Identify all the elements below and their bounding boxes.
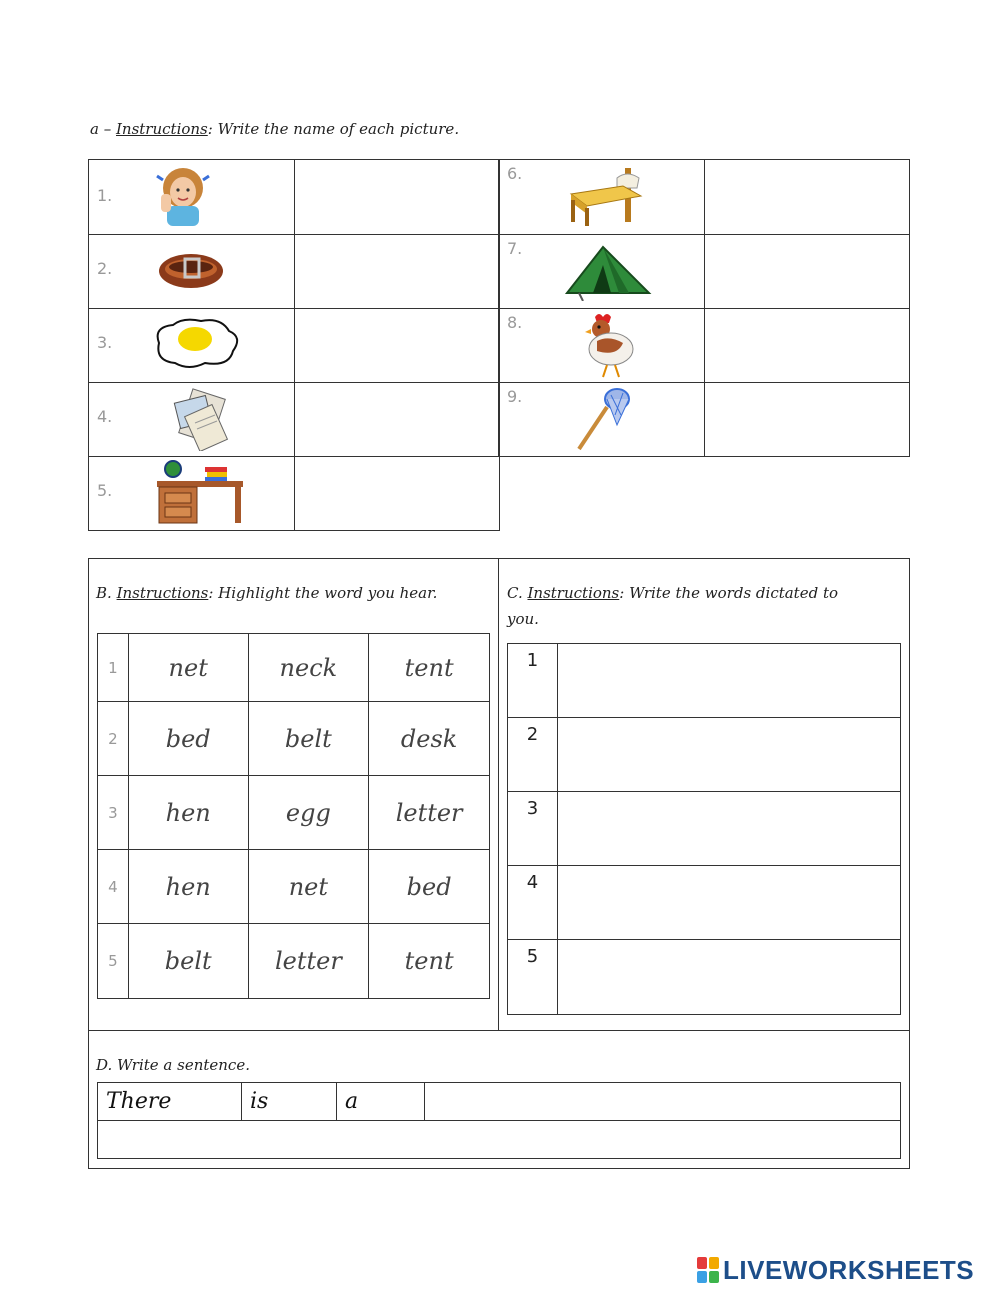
answer-cell-5[interactable] (295, 457, 500, 531)
answer-cell-1[interactable] (295, 160, 500, 235)
answer-cell-8[interactable] (705, 309, 910, 383)
answer-cell-6[interactable] (705, 160, 910, 235)
section-b-heading (96, 584, 437, 602)
section-b-prefix: B. (96, 584, 112, 602)
item-number: 9. (507, 387, 523, 406)
dictation-answer-cell[interactable] (558, 644, 901, 718)
picture-cell-8 (499, 309, 704, 382)
girl-icon (147, 164, 219, 226)
word-option[interactable]: letter (248, 924, 369, 999)
word-option[interactable]: belt (248, 702, 369, 776)
word-option[interactable]: letter (369, 776, 490, 850)
word-option[interactable]: tent (369, 634, 490, 702)
word-option[interactable]: bed (369, 850, 490, 924)
item-number: 4. (97, 407, 113, 426)
d-divider (88, 1030, 910, 1031)
section-c-instructions-label: Instructions (527, 584, 620, 602)
table-row (98, 924, 490, 999)
item-number: 2. (97, 259, 113, 278)
section-a-heading (90, 120, 459, 138)
word-option[interactable]: net (128, 634, 248, 702)
section-a-prefix: a – (90, 120, 112, 138)
section-d-heading: D. Write a sentence. (96, 1056, 250, 1074)
word-option[interactable]: egg (248, 776, 369, 850)
row-number: 3 (98, 776, 129, 850)
belt-icon (157, 249, 225, 293)
item-number: 8. (507, 313, 523, 332)
word-option[interactable]: hen (128, 776, 248, 850)
dictation-answer-cell[interactable] (558, 792, 901, 866)
item-number: 3. (97, 333, 113, 352)
egg-icon (149, 315, 243, 371)
table-row (98, 1121, 901, 1159)
row-number: 5 (508, 940, 558, 1015)
picture-cell-3 (89, 309, 294, 382)
liveworksheets-logo (697, 1256, 974, 1284)
row-number: 2 (98, 702, 129, 776)
table-row (508, 866, 901, 940)
row-number: 4 (98, 850, 129, 924)
sentence-word: There (98, 1083, 242, 1121)
answer-cell-9[interactable] (705, 383, 910, 457)
word-option[interactable]: neck (248, 634, 369, 702)
table-row (508, 718, 901, 792)
section-c-heading-line2: you. (507, 610, 539, 628)
section-b-table (97, 633, 490, 999)
section-c-heading (507, 584, 838, 602)
section-a-left-table (88, 159, 500, 531)
row-number: 1 (98, 634, 129, 702)
sentence-word: a (337, 1083, 425, 1121)
table-row (508, 792, 901, 866)
picture-cell-6 (499, 160, 704, 234)
row-number: 2 (508, 718, 558, 792)
desk-icon (155, 459, 247, 525)
section-b-instructions-text: : Highlight the word you hear. (208, 584, 438, 602)
sentence-line-cell[interactable] (98, 1121, 901, 1159)
picture-cell-7 (499, 235, 704, 308)
table-row (98, 702, 490, 776)
answer-cell-4[interactable] (295, 383, 500, 457)
word-option[interactable]: net (248, 850, 369, 924)
hen-icon (581, 311, 637, 381)
answer-cell-3[interactable] (295, 309, 500, 383)
table-row (98, 1083, 901, 1121)
table-row (98, 776, 490, 850)
table-row (508, 644, 901, 718)
word-option[interactable]: bed (128, 702, 248, 776)
tent-icon (563, 241, 653, 301)
row-number: 5 (98, 924, 129, 999)
picture-cell-1 (89, 160, 294, 234)
logo-mark-icon (697, 1257, 719, 1283)
dictation-answer-cell[interactable] (558, 866, 901, 940)
section-c-prefix: C. (507, 584, 523, 602)
word-option[interactable]: belt (128, 924, 248, 999)
dictation-answer-cell[interactable] (558, 940, 901, 1015)
row-number: 1 (508, 644, 558, 718)
item-number: 7. (507, 239, 523, 258)
logo-text: LIVEWORKSHEETS (723, 1254, 975, 1285)
section-a-instructions-label: Instructions (116, 120, 208, 138)
row-number: 3 (508, 792, 558, 866)
letters-icon (171, 385, 229, 451)
section-a-right-table (498, 159, 910, 457)
table-row (508, 940, 901, 1015)
item-number: 6. (507, 164, 523, 183)
word-option[interactable]: tent (369, 924, 490, 999)
bed-icon (565, 164, 647, 226)
bc-divider (498, 558, 499, 1031)
section-d-table (97, 1082, 901, 1159)
table-row (98, 634, 490, 702)
picture-cell-2 (89, 235, 294, 308)
section-c-table (507, 643, 901, 1015)
picture-cell-4 (89, 383, 294, 456)
item-number: 1. (97, 186, 113, 205)
section-c-instructions-text: : Write the words dictated to (619, 584, 839, 602)
item-number: 5. (97, 481, 113, 500)
table-row (98, 850, 490, 924)
word-option[interactable]: desk (369, 702, 490, 776)
net-icon (575, 385, 633, 453)
picture-cell-5 (89, 457, 294, 530)
sentence-completion-cell[interactable] (425, 1083, 901, 1121)
section-b-instructions-label: Instructions (116, 584, 209, 602)
section-a-instructions-text: : Write the name of each picture. (207, 120, 460, 138)
sentence-word: is (242, 1083, 337, 1121)
row-number: 4 (508, 866, 558, 940)
dictation-answer-cell[interactable] (558, 718, 901, 792)
picture-cell-9 (499, 383, 704, 456)
answer-cell-7[interactable] (705, 235, 910, 309)
word-option[interactable]: hen (128, 850, 248, 924)
answer-cell-2[interactable] (295, 235, 500, 309)
